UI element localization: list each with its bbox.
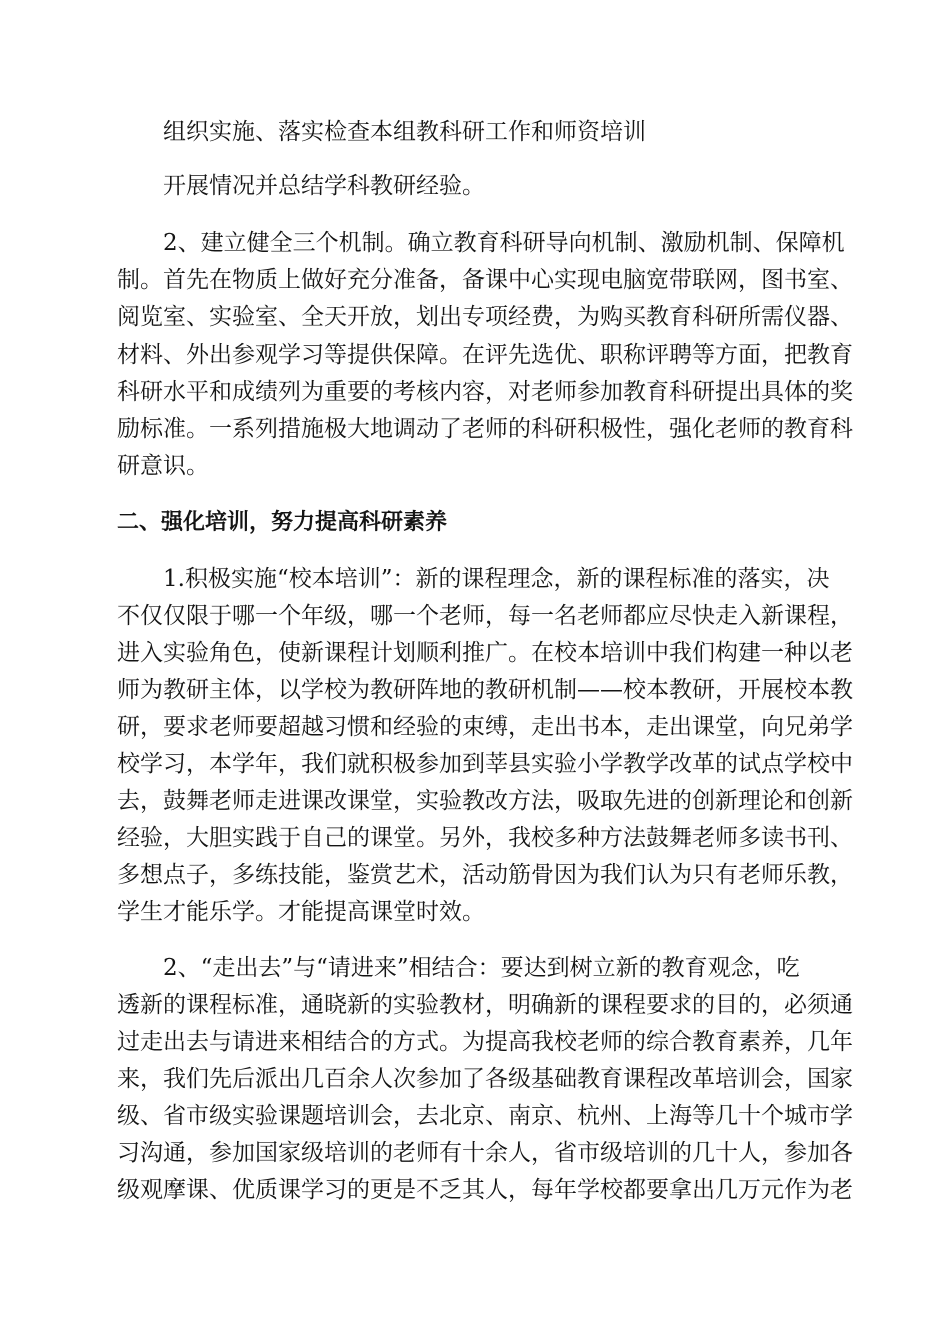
paragraph-mechanisms-line: 材料、外出参观学习等提供保障。在评先选优、职称评聘等方面，把教育 [117, 342, 853, 368]
paragraph-mechanisms-line: 科研水平和成绩列为重要的考核内容，对老师参加教育科研提出具体的奖 [117, 379, 853, 405]
paragraph-training-line: 经验，大胆实践于自己的课堂。另外，我校多种方法鼓舞老师多读书刊、 [117, 825, 853, 851]
paragraph-go-out-line: 2、“走出去”与“请进来”相结合：要达到树立新的教育观念，吃 [163, 955, 800, 981]
paragraph-training-line: 1.积极实施“校本培训”：新的课程理念，新的课程标准的落实，决 [163, 566, 830, 592]
paragraph-mechanisms-line: 励标准。一系列措施极大地调动了老师的科研积极性，强化老师的教育科 [117, 416, 853, 442]
paragraph-mechanisms-line: 研意识。 [117, 453, 209, 479]
paragraph-mechanisms-line: 2、建立健全三个机制。确立教育科研导向机制、激励机制、保障机 [163, 230, 845, 256]
section-heading: 二、强化培训，努力提高科研素养 [117, 510, 448, 535]
paragraph-training-line: 学生才能乐学。才能提高课堂时效。 [117, 899, 485, 925]
paragraph-training-line: 多想点子，多练技能，鉴赏艺术，活动筋骨因为我们认为只有老师乐教， [117, 862, 853, 888]
paragraph-training-line: 不仅仅限于哪一个年级，哪一个老师，每一名老师都应尽快走入新课程， [117, 603, 853, 629]
paragraph-go-out-line: 来，我们先后派出几百余人次参加了各级基础教育课程改革培训会，国家 [117, 1066, 853, 1092]
paragraph-training-line: 师为教研主体，以学校为教研阵地的教研机制——校本教研，开展校本教 [117, 677, 853, 703]
paragraph-go-out-line: 过走出去与请进来相结合的方式。为提高我校老师的综合教育素养，几年 [117, 1029, 853, 1055]
paragraph-go-out-line: 级、省市级实验课题培训会，去北京、南京、杭州、上海等几十个城市学 [117, 1103, 853, 1129]
paragraph-mechanisms-line: 制。首先在物质上做好充分准备，备课中心实现电脑宽带联网，图书室、 [117, 267, 853, 293]
paragraph-go-out-line: 习沟通，参加国家级培训的老师有十余人，省市级培训的几十人，参加各 [117, 1140, 853, 1166]
paragraph-intro-line: 开展情况并总结学科教研经验。 [163, 173, 485, 199]
paragraph-training-line: 校学习，本学年，我们就积极参加到莘县实验小学教学改革的试点学校中 [117, 751, 853, 777]
paragraph-go-out-line: 透新的课程标准，通晓新的实验教材，明确新的课程要求的目的，必须通 [117, 992, 853, 1018]
paragraph-go-out-line: 级观摩课、优质课学习的更是不乏其人，每年学校都要拿出几万元作为老 [117, 1177, 853, 1203]
paragraph-mechanisms-line: 阅览室、实验室、全天开放，划出专项经费，为购买教育科研所需仪器、 [117, 304, 853, 330]
paragraph-training-line: 进入实验角色，使新课程计划顺利推广。在校本培训中我们构建一种以老 [117, 640, 853, 666]
paragraph-intro-line: 组织实施、落实检查本组教科研工作和师资培训 [163, 119, 646, 145]
paragraph-training-line: 去，鼓舞老师走进课改课堂，实验教改方法，吸取先进的创新理论和创新 [117, 788, 853, 814]
paragraph-training-line: 研，要求老师要超越习惯和经验的束缚，走出书本，走出课堂，向兄弟学 [117, 714, 853, 740]
